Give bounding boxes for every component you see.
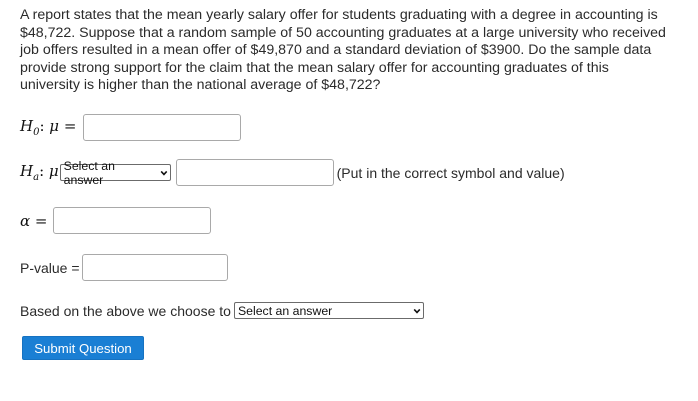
chevron-down-icon <box>413 307 421 315</box>
alpha-value-input[interactable] <box>53 207 211 234</box>
alt-hypothesis-label: $H_a$: μ <box>20 162 59 183</box>
alpha-label <box>20 212 48 230</box>
h0-param: μ <box>49 117 60 135</box>
ha-value-input[interactable] <box>176 159 334 186</box>
ha-select-label: Select an answer <box>63 158 115 187</box>
h0-equals: = <box>63 117 77 135</box>
ha-symbol-select[interactable] <box>60 158 171 187</box>
conclusion-row <box>20 302 424 319</box>
h0-subscript: 0 <box>33 127 40 138</box>
h0-symbol: H <box>20 117 34 135</box>
h0-value-input[interactable] <box>83 114 241 141</box>
alpha-row <box>20 207 211 234</box>
alt-hypothesis-row <box>20 159 565 186</box>
ha-param: μ <box>48 162 59 180</box>
submit-question-button[interactable]: Submit Question <box>22 336 144 360</box>
chevron-down-icon <box>160 169 168 177</box>
ha-symbol: H <box>20 162 34 180</box>
null-hypothesis-label: $H_0$: μ = <box>20 117 77 138</box>
conclusion-label: Based on the above we choose to <box>20 302 231 319</box>
null-hypothesis-row <box>20 114 241 141</box>
alpha-equals: = <box>34 211 48 230</box>
ha-subscript: a <box>33 172 40 183</box>
conclusion-select-label: Select an answer <box>237 303 333 318</box>
question-text: A report states that the mean yearly salary offer for students graduating with a degree in accounting is $48,722. Suppose that a random sample of 50 accounting graduates at a large university who received job offers resulted in a mean offer of $49,870 and a standard deviation of $3900. Do the sample data provide strong support for the claim that the mean salary offer for accounting graduates of this university is higher than the national average of $48,722? <box>20 7 666 94</box>
pvalue-row <box>20 254 228 281</box>
pvalue-label: P-value = <box>20 259 80 276</box>
conclusion-select[interactable] <box>234 302 424 319</box>
pvalue-input[interactable] <box>82 254 228 281</box>
ha-hint-text: (Put in the correct symbol and value) <box>336 164 565 181</box>
alpha-symbol: α <box>20 211 31 230</box>
